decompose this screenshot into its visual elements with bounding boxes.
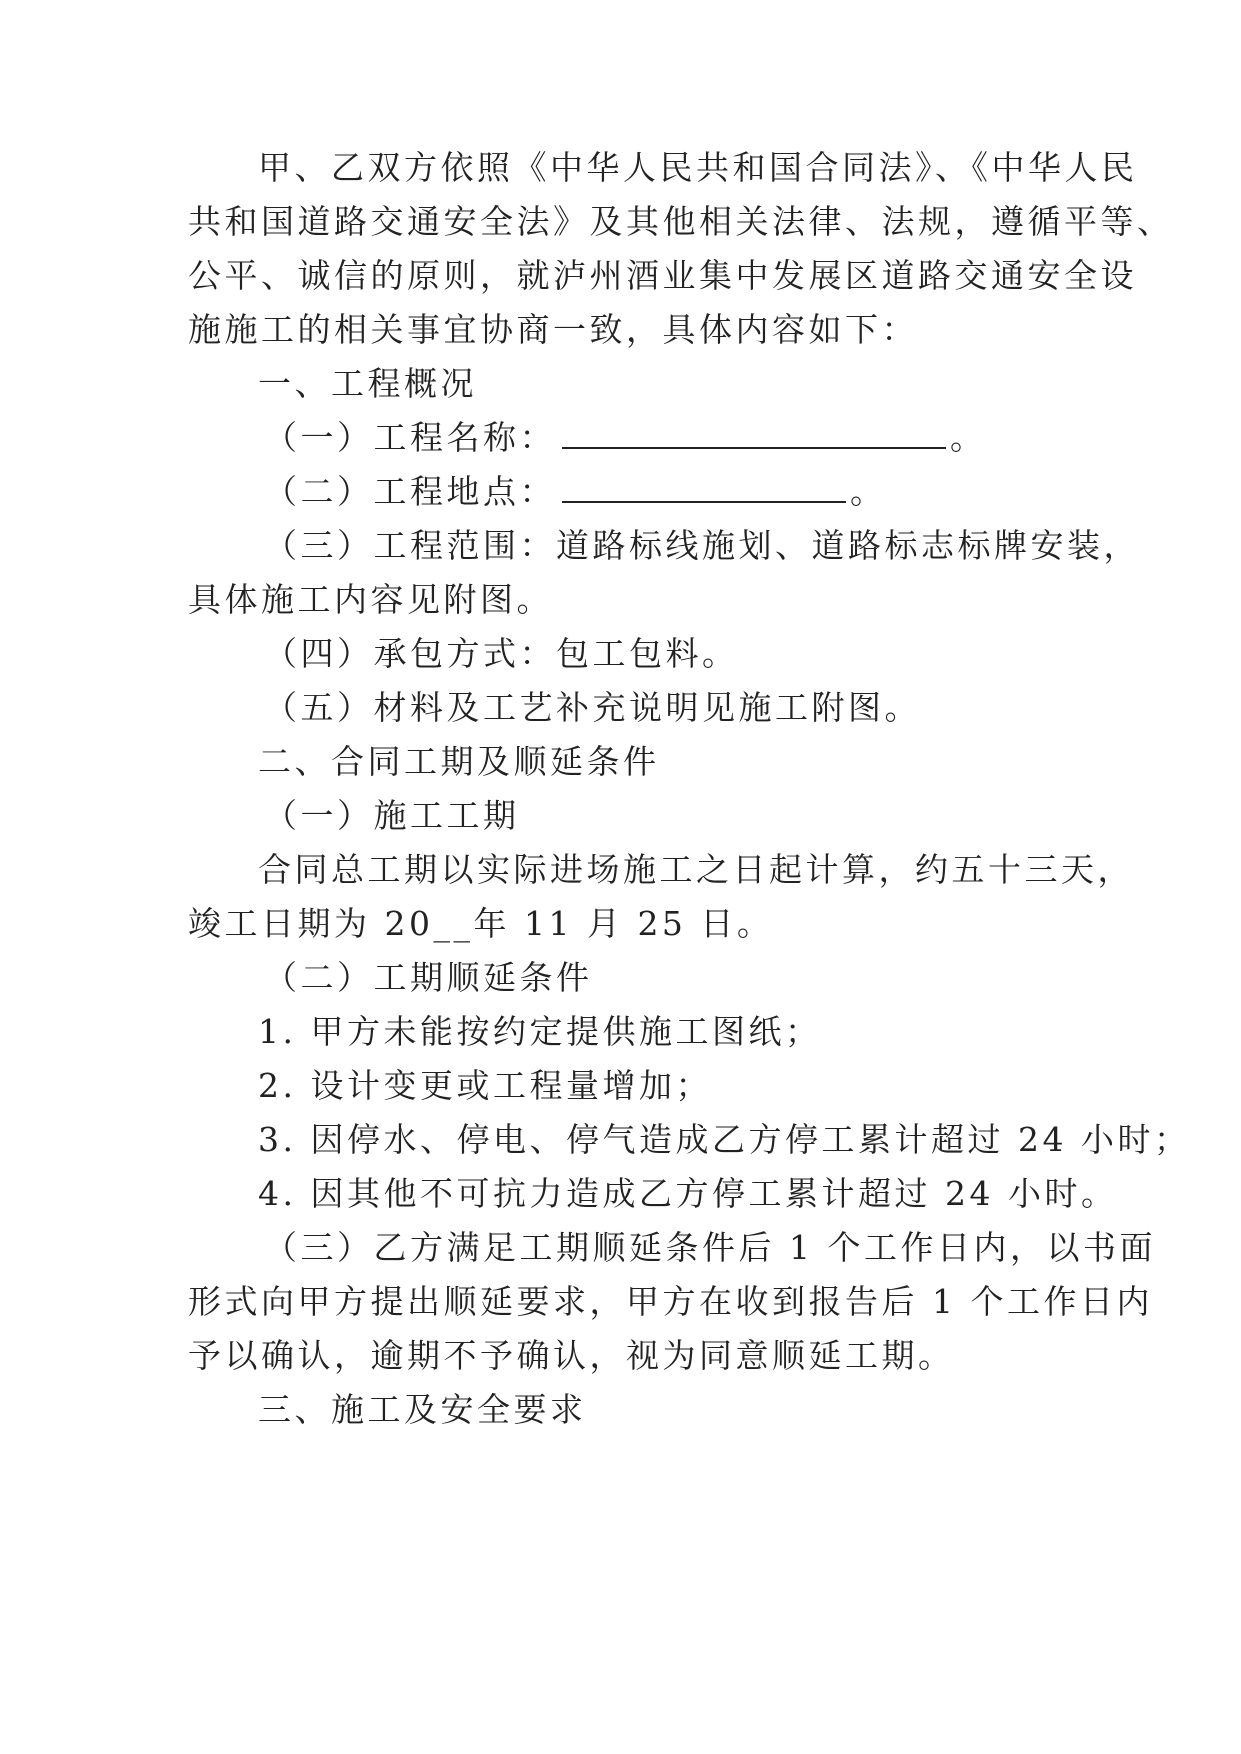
section-1-heading: 一、工程概况 [258,364,477,403]
project-location-blank [562,473,846,503]
condition-3: 3. 因停水、停电、停气造成乙方停工累计超过 24 小时； [258,1120,1191,1159]
project-location-label: （二）工程地点： [264,472,556,511]
preamble-line-4: 施施工的相关事宜协商一致，具体内容如下： [188,310,918,349]
contract-method: （四）承包方式：包工包料。 [264,634,739,673]
materials-note: （五）材料及工艺补充说明见施工附图。 [264,688,921,727]
project-name-label: （一）工程名称： [264,418,556,457]
preamble-line-3: 公平、诚信的原则，就泸州酒业集中发展区道路交通安全设 [188,256,1137,295]
project-name-line [264,418,987,458]
extension-request-line-2: 形式向甲方提出顺延要求，甲方在收到报告后 1 个工作日内 [188,1282,1153,1321]
project-name-blank [562,419,946,449]
project-location-end: 。 [850,472,887,511]
section-3-heading: 三、施工及安全要求 [258,1390,587,1429]
preamble-line-1: 甲、乙双方依照《中华人民共和国合同法》、《中华人民 [258,148,1138,187]
extension-request-line-3: 予以确认，逾期不予确认，视为同意顺延工期。 [188,1336,955,1375]
section-2-heading: 二、合同工期及顺延条件 [258,742,660,781]
extension-conditions-heading: （二）工期顺延条件 [264,958,593,997]
condition-1: 1. 甲方未能按约定提供施工图纸； [258,1012,822,1051]
extension-request-line-1: （三）乙方满足工期顺延条件后 1 个工作日内，以书面 [264,1228,1156,1267]
project-scope-line-1: （三）工程范围：道路标线施划、道路标志标牌安装， [264,526,1140,565]
condition-4: 4. 因其他不可抗力造成乙方停工累计超过 24 小时。 [258,1174,1118,1213]
preamble-line-2: 共和国道路交通安全法》及其他相关法律、法规，遵循平等、 [188,202,1174,241]
project-name-end: 。 [950,418,987,457]
construction-period-line-2: 竣工日期为 20__年 11 月 25 日。 [188,904,774,943]
construction-period-line-1: 合同总工期以实际进场施工之日起计算，约五十三天， [258,850,1134,889]
condition-2: 2. 设计变更或工程量增加； [258,1066,712,1105]
project-location-line [264,472,887,512]
project-scope-line-2: 具体施工内容见附图。 [188,580,553,619]
construction-period-heading: （一）施工工期 [264,796,520,835]
